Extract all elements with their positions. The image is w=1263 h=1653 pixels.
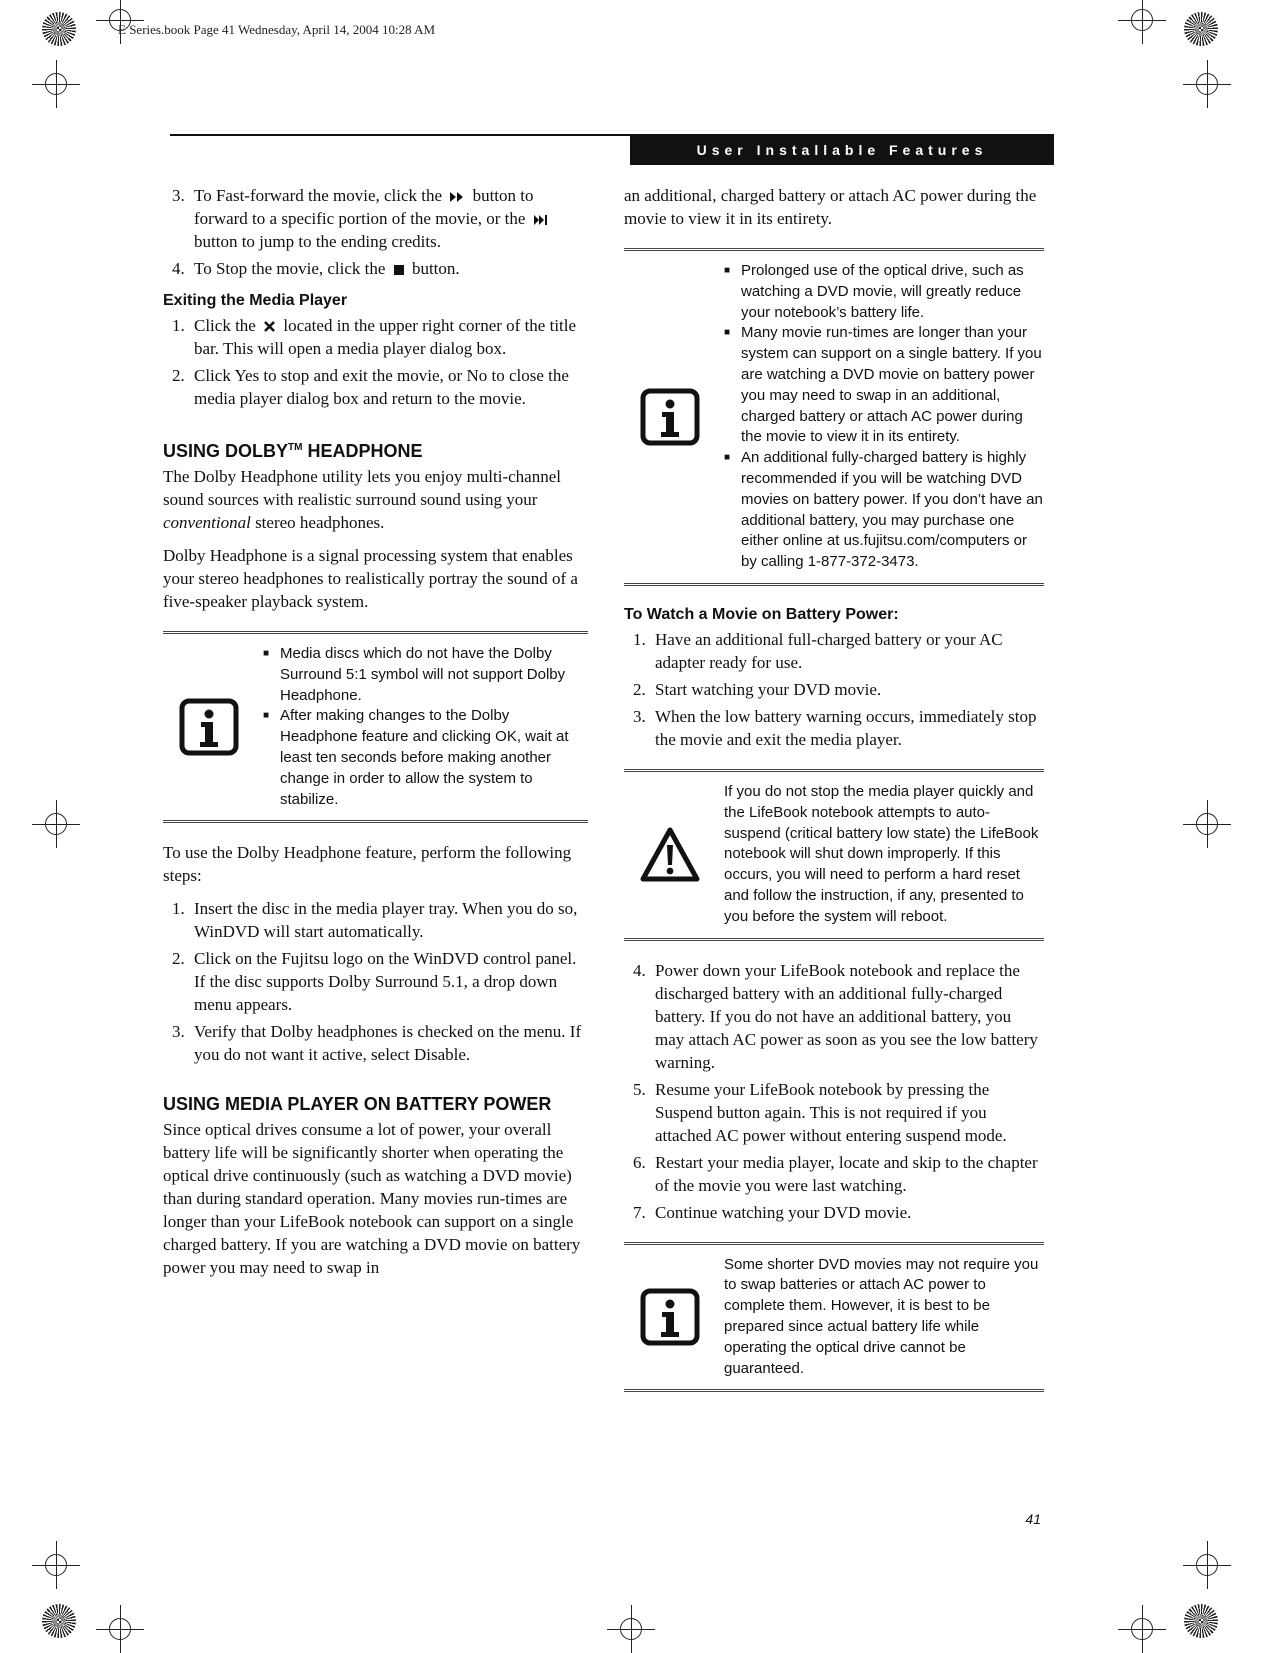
info-note xyxy=(624,248,1044,586)
crop-mark-icon xyxy=(1131,9,1153,31)
dolby-description: Dolby Headphone is a signal processing system that enables your stereo headphones to realistically portray the sound of a five-speaker playback system. xyxy=(163,546,578,611)
battery-intro-continued: an additional, charged battery or attach AC power during the movie to view it in its entirety. xyxy=(624,186,1037,228)
dolby-steps xyxy=(163,897,588,1066)
list-item: 4. Power down your LifeBook notebook and replace the discharged battery with an additional fully-charged battery. If you do not have an additional battery, you may attach AC power as soon as you see the low battery warning. xyxy=(633,960,1038,1072)
playback-steps xyxy=(163,184,588,280)
info-icon xyxy=(640,388,700,446)
header-rule xyxy=(170,134,630,136)
dolby-steps-intro: To use the Dolby Headphone feature, perform the following steps: xyxy=(163,843,572,886)
note-item: ■ After making changes to the Dolby Headphone feature and clicking OK, wait at least ten seconds before making another change in order to allow the system to stabilize. xyxy=(263,706,588,810)
crop-mark-icon xyxy=(1196,1554,1218,1576)
list-item: 2. Start watching your DVD movie. xyxy=(633,679,882,699)
registration-wheel-icon xyxy=(1184,12,1218,46)
right-column xyxy=(624,184,1044,1410)
info-icon xyxy=(179,698,239,756)
list-item: 4. To Stop the movie, click the button. xyxy=(172,259,460,278)
list-item: 3. Verify that Dolby headphones is checked on the menu. If you do not want it active, select Disable. xyxy=(172,1022,582,1065)
dolby-heading: USING DOLBY™ HEADPHONE xyxy=(163,441,423,461)
crop-mark-icon xyxy=(45,73,67,95)
crop-mark-icon xyxy=(1131,1618,1153,1640)
battery-intro: Since optical drives consume a lot of power, your overall battery life will be significantly shorter when operating the optical drive continuously (such as watching a DVD movie) than during standard operation. Many movies run-times are longer than your LifeBook notebook can support on a single charged battery. If you are watching a DVD movie on battery power you may need to swap in xyxy=(163,1120,581,1278)
info-note xyxy=(624,1242,1044,1393)
skip-to-end-icon xyxy=(533,214,549,226)
section-header: User Installable Features xyxy=(630,134,1054,165)
fast-forward-icon xyxy=(449,191,465,203)
list-item: 1. Have an additional full-charged battery or your AC adapter ready for use. xyxy=(633,629,1003,672)
crop-mark-icon xyxy=(1196,813,1218,835)
list-item: 2. Click Yes to stop and exit the movie, or No to close the media player dialog box and return to the movie. xyxy=(172,366,569,408)
registration-wheel-icon xyxy=(42,1604,76,1638)
close-icon xyxy=(263,320,276,333)
watch-steps xyxy=(624,628,1044,751)
info-icon xyxy=(640,1288,700,1346)
note-item: ■ Many movie run-times are longer than your system can support on a single battery. If you are watching a DVD movie on battery power you may need to swap in an additional, charged battery or attach AC power during the movie to view it in its entirety. xyxy=(724,323,1044,448)
list-item: 3. When the low battery warning occurs, immediately stop the movie and exit the media player. xyxy=(633,706,1037,749)
battery-heading: USING MEDIA PLAYER ON BATTERY POWER xyxy=(163,1094,552,1115)
warning-note xyxy=(624,769,1044,941)
list-item: 5. Resume your LifeBook notebook by pressing the Suspend button again. This is not required if you attached AC power without entering suspend mode. xyxy=(633,1079,1007,1145)
crop-mark-icon xyxy=(620,1618,642,1640)
print-header: E Series.book Page 41 Wednesday, April 14, 2004 10:28 AM xyxy=(118,22,436,37)
page-number: 41 xyxy=(1025,1511,1041,1527)
crop-mark-icon xyxy=(1196,73,1218,95)
exit-steps xyxy=(163,314,588,410)
crop-mark-icon xyxy=(45,1554,67,1576)
stop-icon xyxy=(393,264,405,276)
warning-icon xyxy=(640,826,700,884)
warning-text: If you do not stop the media player quickly and the LifeBook notebook attempts to auto-suspend (critical battery low state) the LifeBook notebook will shut down improperly. If this occurs, you will need to perform a hard reset and follow the instruction, if any, presented to you before the system will reboot. xyxy=(724,782,1039,925)
note-item: ■ An additional fully-charged battery is highly recommended if you will be watching DVD movies on battery power. If you don’t have an additional battery, you may purchase one either online at us.fujitsu.com/computers or by calling 1-877-372-3473. xyxy=(724,448,1044,573)
list-item: 1. Click the located in the upper right corner of the title bar. This will open a media player dialog box. xyxy=(172,316,577,358)
crop-mark-icon xyxy=(45,813,67,835)
watch-steps-continued xyxy=(624,959,1044,1224)
registration-wheel-icon xyxy=(42,12,76,46)
info-note xyxy=(163,631,588,823)
dolby-intro: The Dolby Headphone utility lets you enjoy multi-channel sound sources with realistic surround sound using your conventional stereo headphones. xyxy=(163,467,561,532)
exit-heading: Exiting the Media Player xyxy=(163,292,348,309)
list-item: 1. Insert the disc in the media player tray. When you do so, WinDVD will start automatically. xyxy=(172,899,578,942)
note-text: Some shorter DVD movies may not require you to swap batteries or attach AC power to complete them. However, it is best to be prepared since actual battery life while operating the optical drive cannot be guaranteed. xyxy=(724,1255,1039,1377)
note-item: ■ Prolonged use of the optical drive, such as watching a DVD movie, will greatly reduce your notebook’s battery life. xyxy=(724,261,1044,323)
crop-mark-icon xyxy=(109,1618,131,1640)
left-column xyxy=(163,184,588,1289)
note-item: ■ Media discs which do not have the Dolby Surround 5:1 symbol will not support Dolby Headphone. xyxy=(263,644,588,706)
watch-heading: To Watch a Movie on Battery Power: xyxy=(624,605,899,623)
registration-wheel-icon xyxy=(1184,1604,1218,1638)
list-item: 6. Restart your media player, locate and skip to the chapter of the movie you were last watching. xyxy=(633,1152,1038,1195)
list-item: 2. Click on the Fujitsu logo on the WinDVD control panel. If the disc supports Dolby Surround 5.1, a drop down menu appears. xyxy=(172,949,577,1015)
list-item: 7. Continue watching your DVD movie. xyxy=(633,1202,912,1222)
list-item: 3. To Fast-forward the movie, click the button to forward to a specific portion of the movie, or the button to jump to the ending credits. xyxy=(163,184,588,253)
